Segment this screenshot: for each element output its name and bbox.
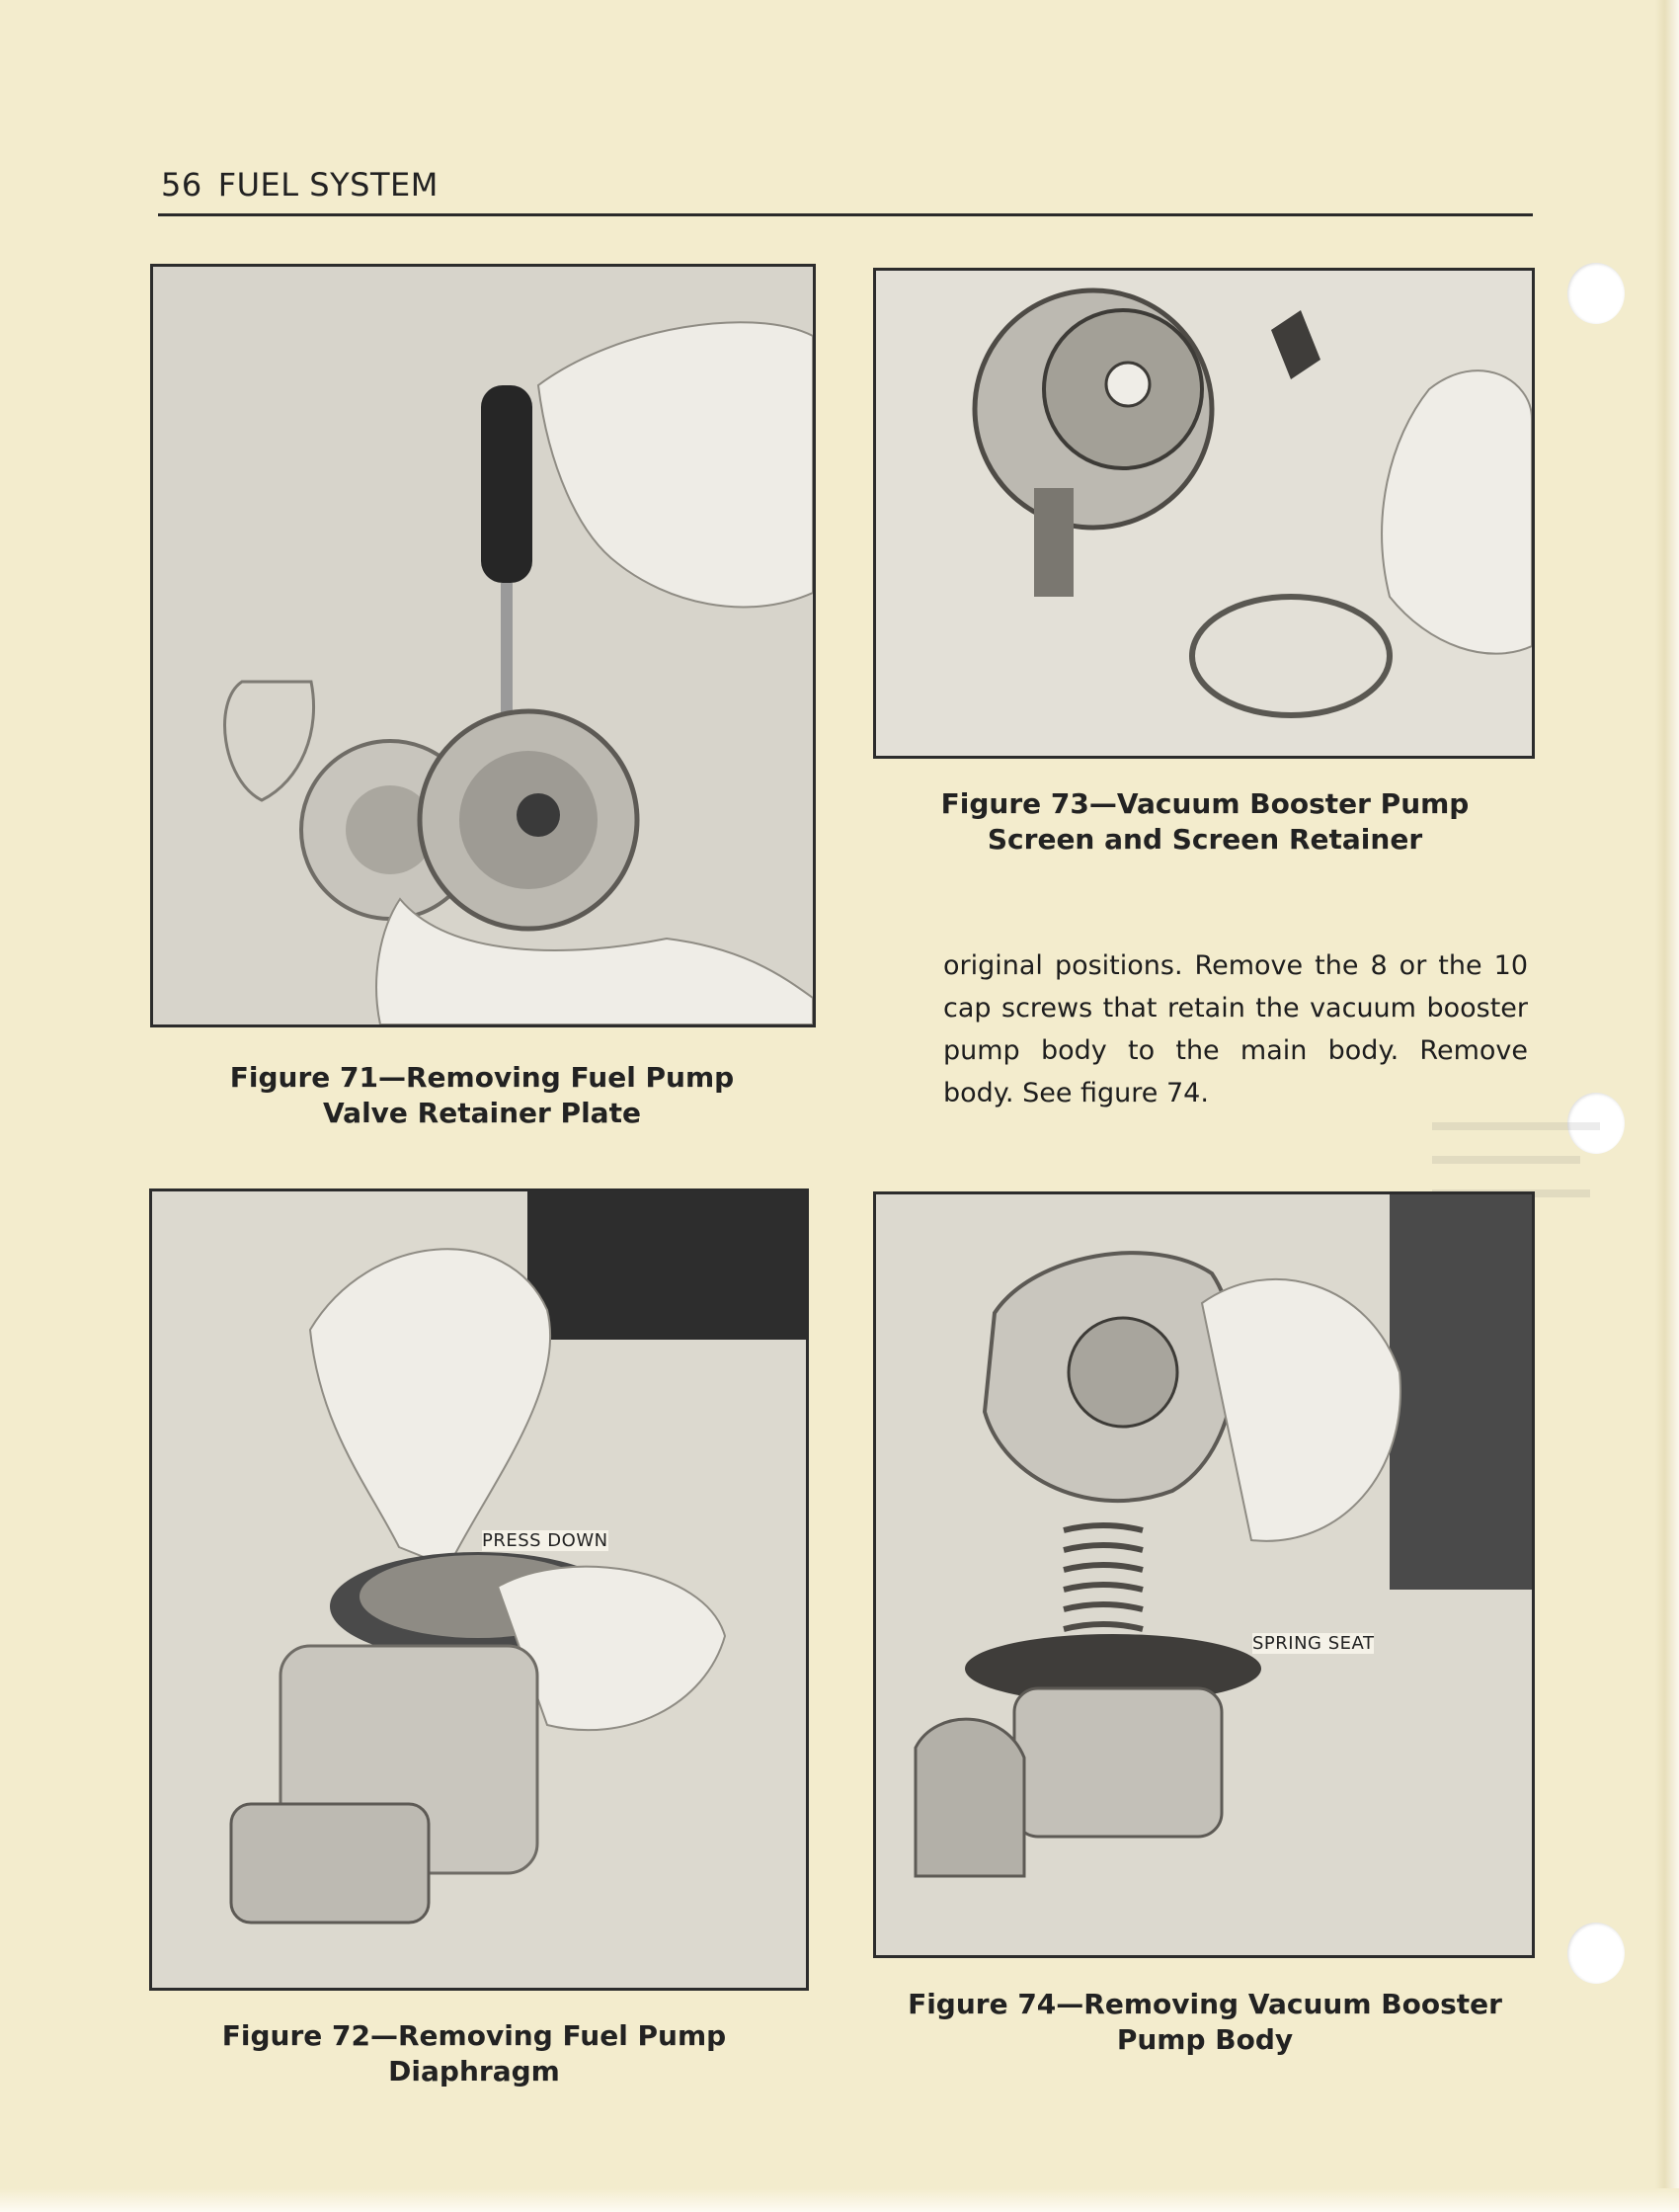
spring-seat-callout: SPRING SEAT [1252, 1633, 1375, 1654]
page-header [161, 166, 439, 204]
figure-71-photo [150, 264, 816, 1027]
page-edge [1655, 0, 1679, 2212]
figure-74-photo [873, 1191, 1535, 1958]
section-title: FUEL SYSTEM [217, 166, 439, 204]
page-edge-bottom [0, 2188, 1679, 2212]
figure-73-photo [873, 268, 1535, 759]
figure-74-caption: Figure 74—Removing Vacuum Booster Pump Body [908, 1988, 1502, 2056]
body-paragraph: original positions. Remove the 8 or the 10 cap screws that retain the vacuum booster pump body to the main body. Remove body. See figure 74. [943, 950, 1528, 1108]
page-number: 56 [161, 166, 202, 204]
figure-73-caption: Figure 73—Vacuum Booster Pump Screen and Screen Retainer [940, 787, 1470, 856]
figure-71-caption: Figure 71—Removing Fuel Pump Valve Retainer Plate [229, 1061, 735, 1129]
figure-72-caption: Figure 72—Removing Fuel Pump Diaphragm [221, 2019, 727, 2088]
press-down-callout: PRESS DOWN [482, 1530, 608, 1551]
punch-hole-bottom [1567, 1923, 1625, 1984]
header-rule [158, 213, 1533, 216]
punch-hole-top [1567, 263, 1625, 324]
figure-72-photo [149, 1188, 809, 1991]
